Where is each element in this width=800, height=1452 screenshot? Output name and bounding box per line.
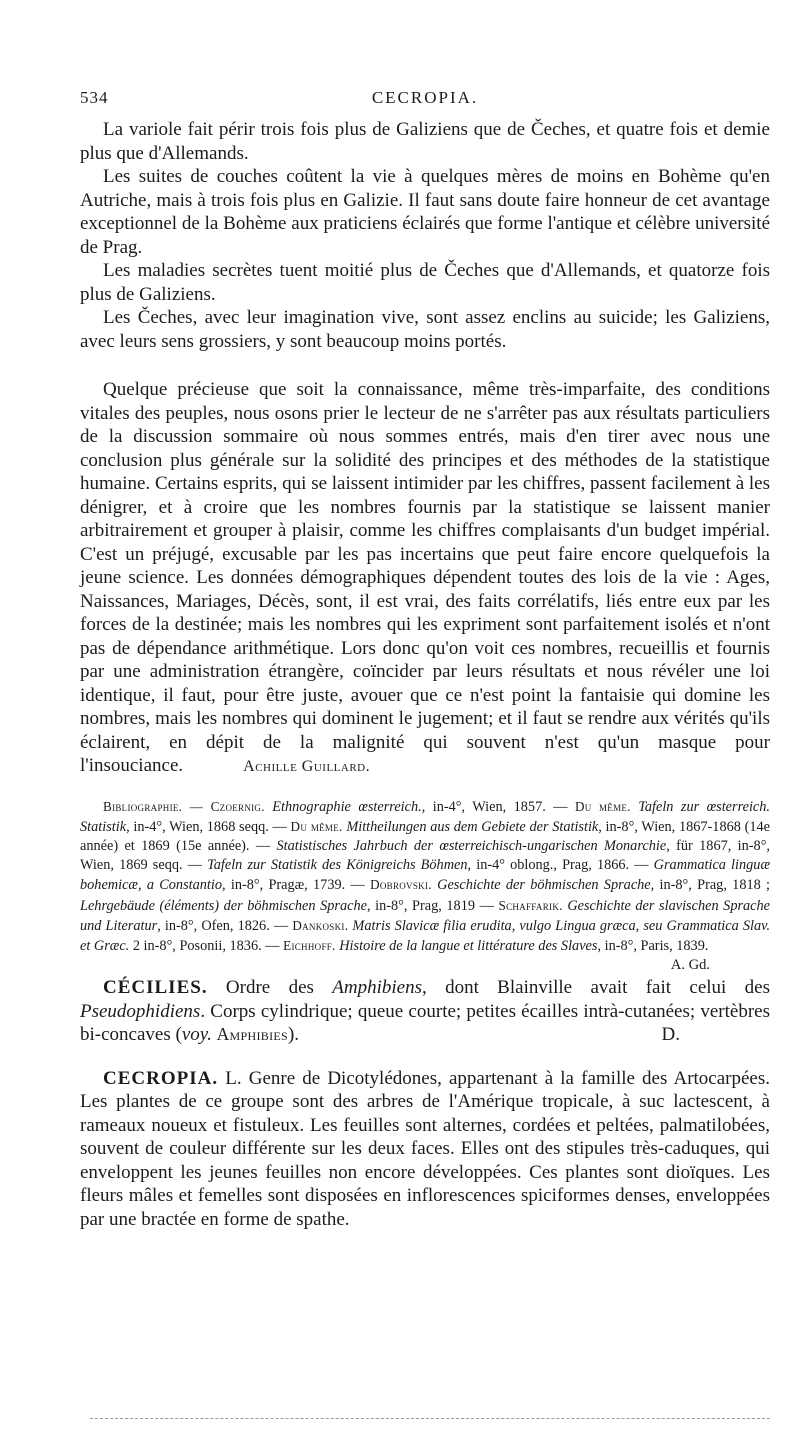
entry-cecropia-text bbox=[80, 1067, 770, 1232]
biblio-author: Eichhoff. bbox=[283, 937, 336, 953]
entry-crossref: Amphibies bbox=[216, 1024, 288, 1045]
biblio-pub: 2 in-8°, Posonii, 1836. — bbox=[132, 937, 280, 954]
running-title: CECROPIA. bbox=[371, 88, 479, 107]
biblio-pub: , für 1867, in-8°, Wien, 1869 seqq. — bbox=[80, 837, 770, 874]
biblio-title: Geschichte der slavischen Sprache und Literatur bbox=[80, 897, 771, 934]
entry-text: Ordre des bbox=[225, 977, 314, 999]
biblio-pub: , in-8°, Prag, 1818 ; bbox=[650, 877, 771, 894]
biblio-pub: , in-8°, Ofen, 1826. — bbox=[157, 917, 289, 934]
biblio-author: Dankoski. bbox=[292, 917, 349, 933]
entry-italic: Amphibiens bbox=[332, 977, 422, 999]
bibliography-author: A. Gd. bbox=[670, 957, 710, 974]
entry-text: ). bbox=[287, 1024, 300, 1046]
biblio-pub: , in-8°, Paris, 1839. bbox=[597, 937, 709, 954]
running-header bbox=[80, 88, 770, 118]
author-signature: Achille Guillard. bbox=[243, 758, 371, 775]
entry-italic: voy. bbox=[181, 1024, 212, 1046]
bibliography-label: Bibliographie. — bbox=[103, 798, 204, 814]
paragraph-maladies: Les maladies secrètes tuent moitié plus de Čeches que d'Allemands, et quatorze fois plus de Galiziens. bbox=[80, 260, 770, 305]
biblio-title: Mittheilungen aus dem Gebiete der Statistik bbox=[346, 818, 599, 835]
biblio-title: Grammatica linguæ bohemicæ, a Constantio bbox=[80, 857, 770, 894]
biblio-pub: , in-4°, Wien, 1857. — bbox=[421, 798, 568, 815]
paragraph-couches: Les suites de couches coûtent la vie à quelques mères de moins en Bohème qu'en Autriche, mais à trois fois plus en Galizie. Il faut sans doute faire honneur de cet avantage exceptionnel de la Bohème aux praticiens éclairés que forme l'antique et célèbre université de Prag. bbox=[80, 166, 770, 258]
bibliography bbox=[80, 797, 771, 974]
biblio-pub: , in-8°, Prag, 1819 — bbox=[366, 897, 494, 914]
biblio-author: Du même. bbox=[290, 818, 343, 834]
paragraph-variole: La variole fait périr trois fois plus de Galiziens que de Čeches, et quatre fois et demie plus que d'Allemands. bbox=[80, 119, 770, 164]
biblio-pub: , in-4°, Wien, 1868 seqq. — bbox=[126, 818, 287, 835]
biblio-title: Tafeln zur Statistik des Königreichs Böhmen bbox=[207, 857, 468, 874]
page-number: 534 bbox=[80, 88, 109, 107]
biblio-author: Dobrovski. bbox=[370, 877, 432, 893]
biblio-pub: , in-4° oblong., Prag, 1866. — bbox=[467, 857, 649, 874]
main-text bbox=[80, 118, 770, 779]
bibliography-paragraph bbox=[80, 797, 771, 974]
entry-headword: CECROPIA. bbox=[103, 1067, 219, 1089]
bottom-rule bbox=[90, 1418, 770, 1419]
entry-text: . Corps cylindrique; queue courte; petites écailles intrà-cutanées; vertèbres bi-concaves ( bbox=[80, 1000, 770, 1046]
entry-cecilies bbox=[80, 976, 770, 1047]
entry-italic: Pseudophidiens bbox=[80, 1000, 201, 1022]
biblio-pub: , in-8°, Wien, 1867-1868 (14e année) et 1869 (15e année). — bbox=[80, 818, 770, 854]
biblio-pub: , in-8°, Pragæ, 1739. — bbox=[222, 877, 365, 894]
biblio-title: Matris Slavicæ filia erudita, vulgo Lingua græca, seu Grammatica Slav. et Græc. bbox=[80, 917, 771, 954]
biblio-author: Czoernig. bbox=[210, 798, 265, 814]
biblio-title: Tafeln zur œsterreich. Statistik bbox=[80, 798, 770, 835]
paragraph-conclusion bbox=[80, 378, 770, 779]
entry-text: , dont Blainville avait fait celui des bbox=[421, 977, 770, 999]
biblio-title: Statistisches Jahrbuch der œsterreichisch-ungarischen Monarchie bbox=[276, 837, 667, 854]
biblio-title: Geschichte der böhmischen Sprache bbox=[437, 877, 651, 894]
biblio-author: Schaffarik. bbox=[498, 897, 563, 913]
biblio-title: Histoire de la langue et littérature des Slaves bbox=[339, 937, 598, 954]
entry-author: D. bbox=[661, 1024, 680, 1046]
entry-text: L. Genre de Dicotylédones, appartenant à la famille des Artocarpées. Les plantes de ce groupe sont des arbres de l'Amérique tropicale, à suc lactescent, à rameaux noueux et fistuleux. Les feuilles sont alternes, cordées et peltées, palmatilobées, souvent de couleur différente sur les deux faces. Elles ont des stipules très-caduques, qui enveloppent les jeunes feuilles non encore développées. Ces plantes sont dioïques. Les fleurs mâles et femelles sont disposées en inflorescences spiciformes denses, enveloppées par une bractée en forme de spathe. bbox=[80, 1067, 771, 1230]
conclusion-text: Quelque précieuse que soit la connaissance, même très-imparfaite, des conditions vitales des peuples, nous osons prier le lecteur de ne s'arrêter pas aux résultats particuliers de la discussion sommaire où nous sommes entrés, mais d'en tirer avec nous une conclusion plus générale sur la solidité des principes et des méthodes de la statistique humaine. Certains esprits, qui se laissent intimider par les chiffres, passent facilement à les dénigrer, et à croire que les nombres fournis par la statistique se laissent manier arbitrairement et grouper à plaisir, comme les chiffres complaisants d'un budget impérial. C'est un préjugé, excusable par les pas incertains que peut faire encore quelquefois la jeune science. Les données démographiques dépendent toutes des lois de la vie : Ages, Naissances, Mariages, Décès, sont, il est vrai, des faits corrélatifs, liés entre eux par les forces de la destinée; mais les nombres qui les expriment sont parfaitement isolés et n'ont pas de dépendance arithmétique. Lors donc qu'on voit ces nombres, recueillis et fournis par une administration étrangère, coïncider par leurs résultats et nous révéler une loi identique, il faut, pour être juste, avouer que ce n'est point la fantaisie qui domine les nombres, mais les nombres qui dominent le jugement; et il faut se rendre aux vérités qu'ils éclairent, en dépit de la malignité qui souvent n'est qu'un masque pour l'insouciance. bbox=[80, 379, 770, 776]
biblio-title: Lehrgebäude (éléments) der böhmischen Sprache bbox=[80, 897, 367, 914]
paragraph-suicide: Les Čeches, avec leur imagination vive, sont assez enclins au suicide; les Galiziens, avec leurs sens grossiers, y sont beaucoup moins portés. bbox=[80, 307, 770, 352]
entry-cecropia bbox=[80, 1067, 770, 1232]
book-page bbox=[80, 88, 770, 1231]
entry-cecilies-text bbox=[80, 976, 770, 1047]
biblio-title: Ethnographie œsterreich. bbox=[272, 798, 422, 815]
entry-headword: CÉCILIES. bbox=[103, 977, 208, 999]
biblio-author: Du même. bbox=[574, 798, 631, 814]
